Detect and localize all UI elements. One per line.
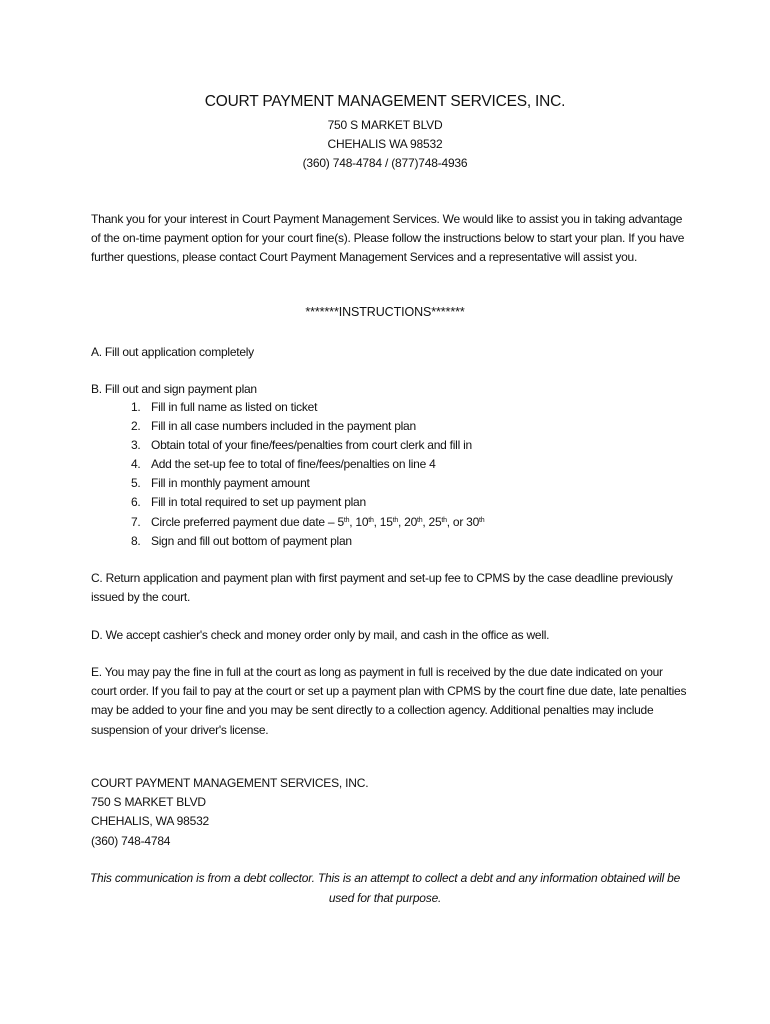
step-number: 2. xyxy=(131,419,141,434)
due-date-suffix: th xyxy=(392,516,398,524)
step-item xyxy=(131,436,484,455)
due-date-separator: , xyxy=(422,514,429,529)
step-text: Fill in full name as listed on ticket xyxy=(151,400,318,414)
step-number: 3. xyxy=(131,438,141,453)
due-date-separator: , xyxy=(373,514,380,529)
due-date-option xyxy=(466,515,484,529)
step-item xyxy=(131,474,484,493)
step-number: 4. xyxy=(131,457,141,472)
due-date-suffix: th xyxy=(343,516,350,524)
due-date-number: 25 xyxy=(428,514,442,529)
step-text: Sign and fill out bottom of payment plan xyxy=(151,533,352,548)
step-number: 7. xyxy=(131,514,141,529)
step-number: 5. xyxy=(131,476,141,491)
step-item xyxy=(131,513,484,532)
due-date-number: 15 xyxy=(379,514,393,529)
step-text: Fill in total required to set up payment plan xyxy=(151,495,366,510)
footer-street: 750 S MARKET BLVD xyxy=(91,795,206,810)
due-date-suffix: th xyxy=(441,516,447,524)
payment-plan-steps xyxy=(131,398,484,551)
instructions-heading: *******INSTRUCTIONS******* xyxy=(305,305,465,319)
step-number: 1. xyxy=(131,400,141,414)
due-date-option xyxy=(429,515,467,529)
footer-city: CHEHALIS, WA 98532 xyxy=(91,814,210,829)
due-date-separator: , or xyxy=(446,514,467,529)
due-date-option xyxy=(380,515,404,529)
due-date-option xyxy=(355,515,379,529)
step-item xyxy=(131,455,484,474)
step-text: Add the set-up fee to total of fine/fees/penalties on line 4 xyxy=(151,457,436,472)
step-number: 8. xyxy=(131,533,141,548)
due-date-suffix: th xyxy=(417,516,423,524)
company-title: COURT PAYMENT MANAGEMENT SERVICES, INC. xyxy=(204,93,566,110)
footer-company: COURT PAYMENT MANAGEMENT SERVICES, INC. xyxy=(91,776,369,790)
header-phones: (360) 748-4784 / (877)748-4936 xyxy=(302,156,468,170)
due-date-separator: , xyxy=(349,514,356,529)
item-b: B. Fill out and sign payment plan xyxy=(91,382,257,396)
due-date-number: 30 xyxy=(466,514,480,529)
due-date-option xyxy=(337,515,355,529)
step-text: Fill in all case numbers included in the payment plan xyxy=(151,419,416,434)
footer-phone: (360) 748-4784 xyxy=(91,833,171,848)
header-street: 750 S MARKET BLVD xyxy=(327,118,443,132)
due-date-option xyxy=(404,515,428,529)
footer-address xyxy=(91,774,368,851)
due-date-number: 20 xyxy=(404,514,418,529)
due-date-number: 5 xyxy=(337,514,344,529)
intro-paragraph: Thank you for your interest in Court Payment Management Services. We would like to assist you in taking advantage of the on-time payment option for your court fine(s). Please follow the instructions below to start your plan. If you have further questions, please contact Court Payment Management Services and a representative will assist you. xyxy=(91,212,685,265)
item-c: C. Return application and payment plan with first payment and set-up fee to CPMS by the case deadline previously issued by the court. xyxy=(91,571,673,605)
step-item xyxy=(131,398,484,417)
step-item xyxy=(131,532,484,551)
item-d: D. We accept cashier's check and money order only by mail, and cash in the office as well. xyxy=(91,628,550,642)
item-a: A. Fill out application completely xyxy=(91,345,254,359)
step-item xyxy=(131,493,484,512)
due-date-suffix: th xyxy=(479,516,485,524)
due-date-suffix: th xyxy=(368,516,374,524)
step-item xyxy=(131,417,484,436)
due-date-number: 10 xyxy=(355,514,369,529)
due-date-separator: , xyxy=(397,514,405,529)
step-number: 6. xyxy=(131,495,141,510)
step-text-due-dates xyxy=(151,513,484,532)
step-text: Circle preferred payment due date – xyxy=(151,514,338,529)
item-e: E. You may pay the fine in full at the court as long as payment in full is received by the due date indicated on your court order. If you fail to pay at the court or set up a payment plan with CPMS by the court fine due date, late penalties may be added to your fine and you may be sent directly to a collection agency. Additional penalties may include suspension of your driver's license. xyxy=(91,665,687,737)
step-text: Obtain total of your fine/fees/penalties from court clerk and fill in xyxy=(151,438,472,453)
debt-collector-disclaimer: This communication is from a debt collector. This is an attempt to collect a debt and any information obtained will be used for that purpose. xyxy=(89,871,681,905)
header-city: CHEHALIS WA 98532 xyxy=(327,137,443,151)
step-text: Fill in monthly payment amount xyxy=(151,476,310,491)
